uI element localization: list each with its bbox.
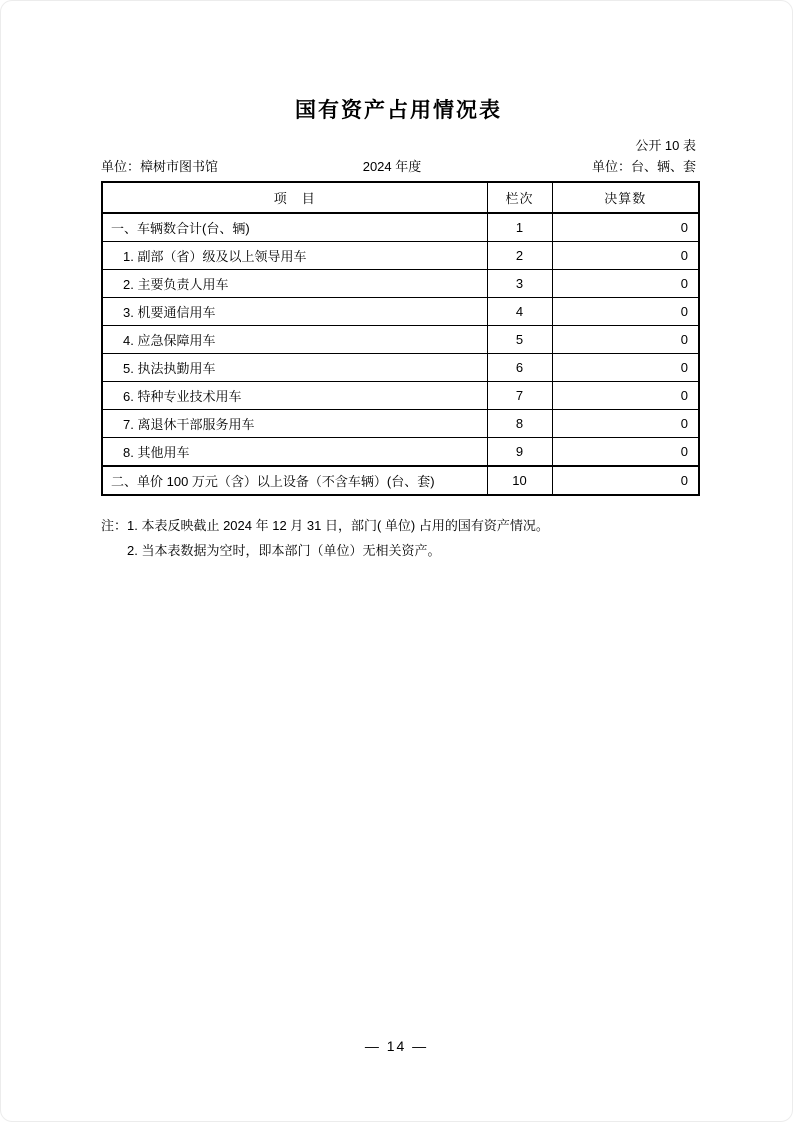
row-item-label: 8. 其他用车 — [102, 438, 487, 467]
footnote-line-2: 2. 当本表数据为空时，即本部门（单位）无相关资产。 — [127, 543, 441, 558]
asset-table-body — [102, 213, 699, 495]
page-title: 国有资产占用情况表 — [295, 99, 502, 122]
table-row — [102, 213, 699, 242]
row-col-index: 9 — [487, 438, 552, 467]
row-value: 0 — [552, 242, 699, 270]
row-col-index: 4 — [487, 298, 552, 326]
fiscal-year-label: 2024 年度 — [362, 159, 422, 174]
header-item: 项 目 — [102, 182, 487, 213]
row-col-index: 3 — [487, 270, 552, 298]
row-value: 0 — [552, 438, 699, 467]
row-col-index: 2 — [487, 242, 552, 270]
table-meta-row — [101, 158, 696, 175]
row-value: 0 — [552, 213, 699, 242]
footnotes — [101, 513, 696, 563]
table-header — [102, 182, 699, 213]
table-row — [102, 382, 699, 410]
reporting-unit-label: 单位：樟树市图书馆 — [101, 159, 219, 174]
row-col-index: 6 — [487, 354, 552, 382]
asset-occupancy-table — [101, 181, 700, 496]
row-value: 0 — [552, 382, 699, 410]
row-col-index: 1 — [487, 213, 552, 242]
row-item-label: 二、单价 100 万元（含）以上设备（不含车辆）(台、套) — [102, 466, 487, 495]
table-row — [102, 298, 699, 326]
public-table-number-label: 公开 10 表 — [635, 138, 696, 153]
row-value: 0 — [552, 410, 699, 438]
footnote-prefix: 注： — [101, 518, 128, 533]
table-row — [102, 270, 699, 298]
table-row — [102, 326, 699, 354]
row-item-label: 一、车辆数合计(台、辆) — [102, 213, 487, 242]
row-col-index: 7 — [487, 382, 552, 410]
row-item-label: 2. 主要负责人用车 — [102, 270, 487, 298]
header-final-amount: 决算数 — [552, 182, 699, 213]
page-content — [1, 97, 792, 563]
row-item-label: 5. 执法执勤用车 — [102, 354, 487, 382]
row-value: 0 — [552, 298, 699, 326]
row-item-label: 7. 离退休干部服务用车 — [102, 410, 487, 438]
table-header-row — [102, 182, 699, 213]
row-value: 0 — [552, 270, 699, 298]
table-row — [102, 242, 699, 270]
table-row — [102, 354, 699, 382]
table-row — [102, 438, 699, 467]
row-value: 0 — [552, 466, 699, 495]
row-item-label: 6. 特种专业技术用车 — [102, 382, 487, 410]
row-col-index: 5 — [487, 326, 552, 354]
row-item-label: 1. 副部（省）级及以上领导用车 — [102, 242, 487, 270]
row-col-index: 8 — [487, 410, 552, 438]
footnote-line-1: 1. 本表反映截止 2024 年 12 月 31 日，部门( 单位) 占用的国有资产情况。 — [127, 518, 549, 533]
row-item-label: 3. 机要通信用车 — [102, 298, 487, 326]
footnote-lines — [127, 513, 549, 563]
row-value: 0 — [552, 326, 699, 354]
row-item-label: 4. 应急保障用车 — [102, 326, 487, 354]
table-row — [102, 410, 699, 438]
measure-units-label: 单位：台、辆、套 — [591, 159, 696, 174]
header-col-index: 栏次 — [487, 182, 552, 213]
page-number: — 14 — — [364, 1038, 429, 1054]
row-value: 0 — [552, 354, 699, 382]
row-col-index: 10 — [487, 466, 552, 495]
table-row — [102, 466, 699, 495]
